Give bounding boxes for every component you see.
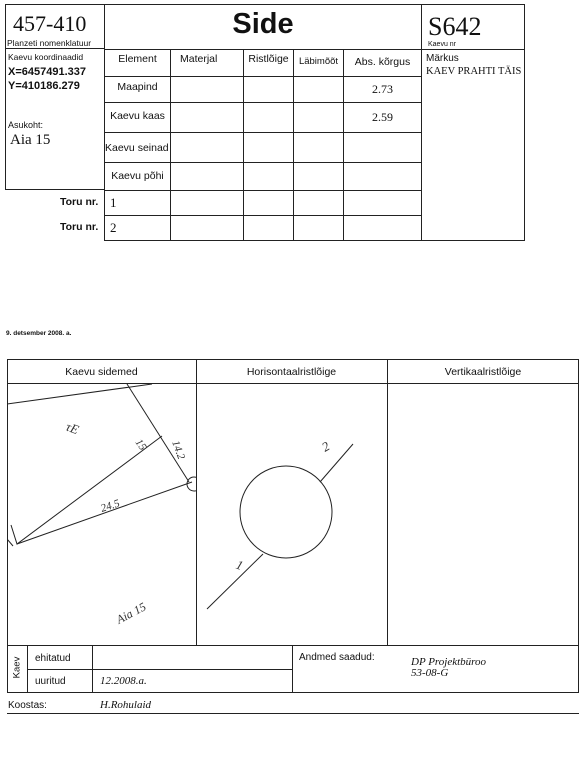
table-cell xyxy=(243,162,294,191)
date-line: 9. detsember 2008. a. xyxy=(6,330,72,337)
table-cell xyxy=(293,162,344,191)
col-kaevu-sidemed: Kaevu sidemed xyxy=(65,366,138,378)
y-coordinate: Y=410186.279 xyxy=(8,80,80,92)
table-cell xyxy=(243,102,294,133)
sketch-col-divider-2 xyxy=(387,359,388,646)
asukoht-value: Aia 15 xyxy=(10,132,51,148)
asukoht-label: Asukoht: xyxy=(8,120,44,130)
distance-label: 14.2 xyxy=(169,438,188,462)
table-cell xyxy=(343,162,422,191)
pipe-number: 1 xyxy=(233,556,246,574)
table-cell xyxy=(293,102,344,133)
table-cell xyxy=(170,132,244,163)
col-horisontaalristloige: Horisontaalristlõige xyxy=(246,366,337,378)
kaevu-nr-value: S642 xyxy=(428,12,482,41)
x-coordinate: X=6457491.337 xyxy=(8,66,86,78)
andmed-value-2: 53-08-G xyxy=(411,667,449,679)
table-cell xyxy=(243,76,294,103)
address-annotation: Aia 15 xyxy=(113,599,149,627)
uuritud-value: 12.2008.a. xyxy=(100,675,147,687)
kaev-label: Kaev xyxy=(11,656,23,679)
planzett-label: Planzeti nomenklatuur xyxy=(7,38,92,48)
table-cell xyxy=(293,215,344,241)
col-vertikaalristloige: Vertikaalristlõige xyxy=(444,366,522,378)
koostas-label: Koostas: xyxy=(8,700,47,711)
page-title: Side xyxy=(232,8,294,40)
row-abs-value: 2.59 xyxy=(372,110,393,124)
koostas-value: H.Rohulaid xyxy=(100,699,152,711)
distance-label: 15 xyxy=(132,436,149,453)
markus-label: Märkus xyxy=(426,53,459,64)
col-labimoot-label: Läbimõõt xyxy=(298,56,339,67)
table-cell xyxy=(343,132,422,163)
planzett-divider xyxy=(5,48,105,49)
row-element-label: Kaevu kaas xyxy=(110,110,165,122)
boundary-line xyxy=(127,384,189,482)
andmed-label: Andmed saadud: xyxy=(299,652,375,663)
planzett-value: 457-410 xyxy=(13,11,87,36)
distance-label: 24.5 xyxy=(99,497,122,515)
scribble-mark: τE xyxy=(63,418,81,438)
col-ristloige-label: Ristlõige xyxy=(248,53,289,65)
col-abs-label: Abs. kõrgus xyxy=(354,56,411,68)
row-abs-value: 2.73 xyxy=(372,82,393,96)
table-cell xyxy=(170,215,244,241)
row-element-label: Kaevu seinad xyxy=(105,142,169,154)
table-cell xyxy=(170,162,244,191)
table-cell xyxy=(170,76,244,103)
location-sketch xyxy=(7,384,196,646)
ehitatud-value-box xyxy=(92,645,293,670)
kaevu-nr-label: Kaevu nr xyxy=(428,41,457,48)
pipe-line xyxy=(207,554,263,609)
toru-label: Toru nr. xyxy=(60,196,99,208)
coords-label: Kaevu koordinaadid xyxy=(8,52,84,62)
table-cell xyxy=(170,190,244,216)
boundary-line xyxy=(7,384,152,404)
pipe-number: 2 xyxy=(319,438,333,455)
koostas-underline xyxy=(7,713,579,714)
manhole-marker xyxy=(187,477,196,491)
uuritud-label: uuritud xyxy=(35,676,66,687)
table-cell xyxy=(343,215,422,241)
markus-value: KAEV PRAHTI TÄIS xyxy=(426,66,522,77)
table-cell xyxy=(170,102,244,133)
col-materjal-label: Materjal xyxy=(180,53,218,65)
row-element-label: Maapind xyxy=(117,81,158,93)
toru-value: 2 xyxy=(110,220,117,235)
toru-value: 1 xyxy=(110,195,117,210)
table-cell xyxy=(293,76,344,103)
markus-box xyxy=(421,49,525,241)
table-cell xyxy=(293,132,344,163)
col-element-label: Element xyxy=(118,53,157,65)
ehitatud-label: ehitatud xyxy=(35,653,71,664)
andmed-value-1: DP Projektbüroo xyxy=(411,656,487,668)
row-element-label: Kaevu põhi xyxy=(111,170,164,182)
horizontal-section-drawing xyxy=(197,384,387,646)
tie-line xyxy=(7,539,13,546)
table-cell xyxy=(243,132,294,163)
table-cell xyxy=(243,215,294,241)
table-cell xyxy=(243,190,294,216)
table-cell xyxy=(343,190,422,216)
table-cell xyxy=(293,190,344,216)
toru-label: Toru nr. xyxy=(60,221,99,233)
manhole-circle xyxy=(240,466,332,558)
